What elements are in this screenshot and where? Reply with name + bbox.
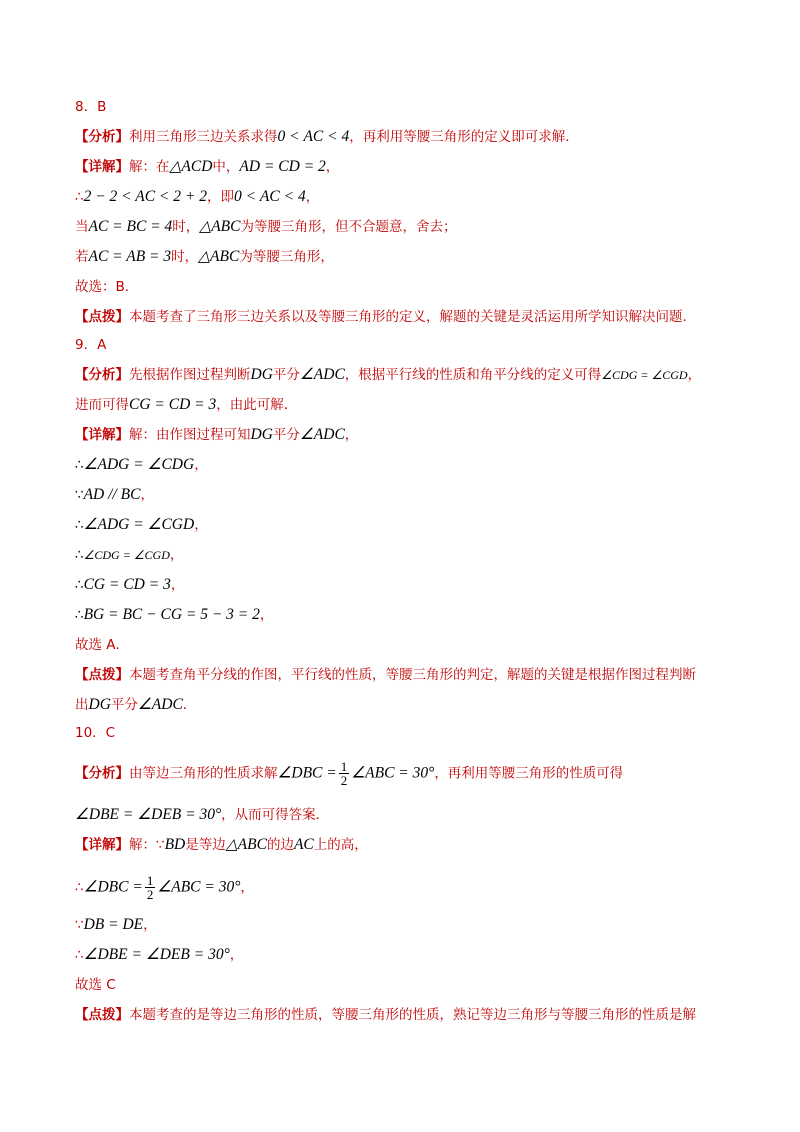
q9-step-5: ∴CG = CD = 3， — [75, 576, 185, 593]
q10-comment: 【点拨】本题考查的是等边三角形的性质，等腰三角形的性质，熟记等边三角形与等腰三角形的性质是解 — [75, 1007, 696, 1023]
analysis-tag: 【分析】 — [75, 367, 129, 383]
q8-answer: 故选：B． — [75, 279, 139, 295]
q9-analysis: 【分析】先根据作图过程判断DG平分∠ADC，根据平行线的性质和角平分线的定义可得∠CDG = ∠CGD， — [75, 366, 702, 383]
q10-step-2: ∵DB = DE， — [75, 916, 157, 933]
q10-answer: 故选 C — [75, 977, 116, 993]
fraction-half: $\frac{1}{2}$ — [340, 759, 348, 788]
q10-detail: 【详解】解：∵BD是等边△ABC的边AC上的高， — [75, 836, 368, 853]
comment-tag: 【点拨】 — [75, 1007, 129, 1023]
q9-step-6: ∴BG = BC − CG = 5 − 3 = 2， — [75, 606, 274, 623]
q9-step-3: ∴∠ADG = ∠CGD， — [75, 516, 208, 533]
q9-step-4: ∴∠CDG = ∠CGD， — [75, 547, 184, 563]
q8-analysis: 【分析】利用三角形三边关系求得0 < AC < 4，再利用等腰三角形的定义即可求解． — [75, 128, 579, 145]
detail-tag: 【详解】 — [75, 837, 129, 853]
q9-answer: 故选 A． — [75, 637, 130, 653]
q9-comment: 【点拨】本题考查角平分线的作图，平行线的性质，等腰三角形的判定，解题的关键是根据作图过程判断 — [75, 667, 696, 683]
q8-step-3: 若AC = AB = 3时，△ABC为等腰三角形， — [75, 248, 334, 265]
fraction-half: $\frac{1}{2}$ — [146, 873, 154, 902]
q9-step-1: ∴∠ADG = ∠CDG， — [75, 456, 208, 473]
detail-tag: 【详解】 — [75, 159, 129, 175]
q8-comment: 【点拨】本题考查了三角形三边关系以及等腰三角形的定义，解题的关键是灵活运用所学知识解决问题． — [75, 309, 696, 325]
q10-analysis-2: ∠DBE = ∠DEB = 30°，从而可得答案． — [75, 806, 330, 823]
q8-step-1: ∴2 − 2 < AC < 2 + 2，即0 < AC < 4， — [75, 188, 320, 205]
q8-number: 8．B — [75, 99, 107, 115]
q10-analysis: 【分析】由等边三角形的性质求解∠DBC = $\frac{1}{2}$ ∠ABC = 30°，再利用等腰三角形的性质可得 — [75, 759, 624, 788]
analysis-tag: 【分析】 — [75, 765, 129, 782]
q9-detail: 【详解】解：由作图过程可知DG平分∠ADC， — [75, 426, 359, 443]
q10-step-1: ∴∠DBC = $\frac{1}{2}$ ∠ABC = 30°， — [75, 873, 254, 902]
q8-step-2: 当AC = BC = 4时，△ABC为等腰三角形，但不合题意，舍去； — [75, 218, 457, 235]
analysis-tag: 【分析】 — [75, 129, 129, 145]
q8-detail: 【详解】解：在△ACD中，AD = CD = 2， — [75, 158, 340, 175]
q9-number: 9．A — [75, 337, 107, 353]
q9-analysis-2: 进而可得CG = CD = 3，由此可解． — [75, 396, 298, 413]
q10-step-3: ∴∠DBE = ∠DEB = 30°， — [75, 946, 244, 963]
comment-tag: 【点拨】 — [75, 309, 129, 325]
comment-tag: 【点拨】 — [75, 667, 129, 683]
detail-tag: 【详解】 — [75, 427, 129, 443]
q9-comment-2: 出DG平分∠ADC． — [75, 696, 197, 713]
q10-number: 10．C — [75, 725, 116, 741]
q9-step-2: ∵AD // BC， — [75, 486, 154, 503]
